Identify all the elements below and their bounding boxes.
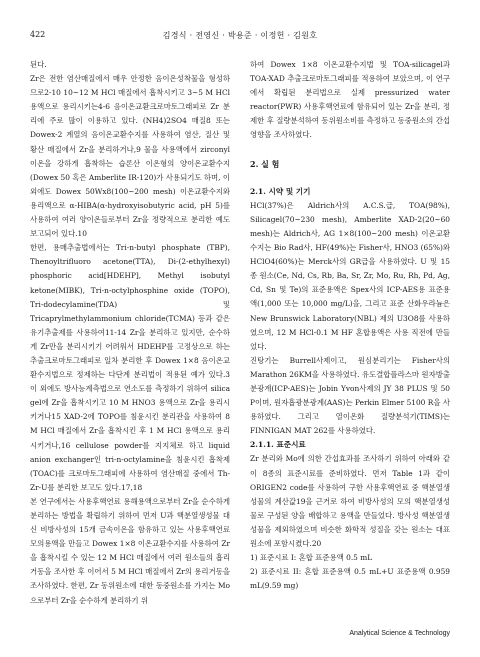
page-number: 422 bbox=[30, 30, 46, 39]
running-header-authors: 김경식 · 전영신 · 박용준 · 이정헌 · 김원호 bbox=[162, 31, 318, 40]
paragraph: Zr 분리와 Mo에 의한 간섭효과를 조사하기 위하여 아래와 같이 8종의 표준시료를 준비하였다. 먼저 Table 1과 같이 ORIGEN2 code를 사용하여 구한 사용후핵연료 중 핵분열생성물의 계산값19을 근거로 하여 비방사성의 모의 핵분열생성물로 구성된 양을 배합하고 용액을 만들었다. 방사성 핵분열생성물을 제외하였으며 비슷한 화학적 성질을 갖는 원소는 대표원소에 포함시켰다.20 bbox=[250, 454, 450, 548]
paragraph: 된다. bbox=[30, 60, 47, 69]
paragraph: 한편, 용매추출법에서는 Tri-n-butyl phosphate (TBP), Thenoyltrifluoro acetone(TTA), Di-(2-ethylhexyl) phosphoric acid[HDEHP], Methyl isobutyl ketone(MIBK), Tri-n-octylphosphine oxide (TOPO), Tri-dodecylamine(TDA) 및 Tricaprylmethylammonium chloride(TCMA) 등과 같은 유기추출제를 사용하여11-14 Zr을 분리하고 있지만, 순수하게 Zr만을 분리시키기 어려워서 HDEHP를 고정상으로 하는 추출크로마토그래피로 일차 분리한 후 Dowex 1×8 음이온교환수지법으로 정제하는 다단계 분리법이 적용된 예가 있다.3 이 외에도 방사능계측법으로 연소도를 측정하기 위하여 silica gel에 Zr을 흡착시키고 10 M HNO3 용액으로 Zr을 용리시키거나15 XAD-2에 TOPO를 침윤시킨 분리관을 사용하여 8 M HCl 매질에서 Zr을 흡착시킨 후 1 M HCl 용액으로 용리시키거나,16 cellulose powder를 지지체로 하고 liquid anion exchanger인 tri-n-octylamine을 침윤시킨 흡착제(TOAC)를 크로마토그래피에 사용하여 염산매질 중에서 Th-Zr-U를 분리한 보고도 있다.17,18 bbox=[30, 243, 230, 492]
paragraph: 본 연구에서는 사용후핵연료 용해용액으로부터 Zr을 순수하게 분리하는 방법을 확립하기 위하여 먼저 U과 핵분열생성물 대신 비방사성의 15개 금속이온을 함유하고 있는 사용후핵연료 모의용액을 만들고 Dowex 1×8 이온교환수지를 사용하여 Zr을 흡착시킬 수 있는 12 M HCl 매질에서 여러 원소들의 흡리거동을 조사한 후 이어서 5 M HCl 매질에서 Zr의 용리거동을 조사하였다. 한편, Zr 동위원소에 대한 동중원소를 가지는 Mo으로부터 Zr을 순수하게 분리하기 위 bbox=[30, 496, 230, 605]
paragraph: Zr은 전한 염산매질에서 매우 안정한 음이온성착물을 형성하므로2-10 10~12 M HCl 매질에서 흡착시키고 3~5 M HCl 용액으로 용리시키는4-6 음이온교환크로마토그래피로 Zr 분리에 주로 많이 이용하고 있다. (NH4)2SO4 매질8 또는 Dowex-2 계열의 음이온교환수지를 사용하여 염산, 질산 및 황산 매질에서 Zr을 분리하거나,9 물을 사용액에서 zirconyl 이온을 강하게 흡착하는 습론산 이온형의 양이온교환수지(Dowex 50 혹은 Amberlite IR-120)가 사용되기도 하며, 이외에도 Dowex 50Wx8(100~200 mesh) 이온교환수지와 용리액으로 α-HIBA(α-hydroxyisobutyric acid, pH 5)를 사용하여 여러 양이온들로부터 Zr을 정량적으로 분리한 예도 보고되어 있다.10 bbox=[30, 74, 230, 239]
subsection-heading: 2.1.1. 표준시료 bbox=[250, 440, 306, 450]
journal-footer: Analytical Science & Technology bbox=[349, 630, 450, 637]
paragraph: 진탕기는 Burrell사제이고, 원심분리기는 Fisher사의 Marathon 26KM을 사용하였다. 유도결합플라스마 원자방출분광계(ICP-AES)는 Jobin Yvon사제의 JY 38 PLUS 및 50 P이며, 원자흡광분광계(AAS)는 Perkin Elmer 5100 R을 사용하였다. 그리고 열이온화 질량분석기(TIMS)는 FINNIGAN MAT 262를 사용하였다. bbox=[250, 355, 450, 436]
paragraph: 하여 Dowex 1×8 이온교환수지법 및 TOA-silicagel과 TOA-XAD 추출크로마토그래피를 적용하여 보았으며, 이 연구에서 확립된 분리법으로 실제 pressurized water reactor(PWR) 사용후핵연료에 함유되어 있는 Zr을 분리, 정제한 후 질량분석하여 동위원소비를 측정하고 동중원소의 간섭영향을 조사하였다. bbox=[250, 60, 450, 140]
section-heading: 2. 실 험 bbox=[250, 158, 280, 169]
right-column bbox=[250, 58, 450, 593]
list-item: 1) 표준시료 I: 혼합 표준용액 0.5 mL bbox=[250, 553, 373, 563]
paragraph: HCl(37%)은 Aldrich사의 A.C.S.급, TOA(98%), Silicagel(70~230 mesh), Amberlite XAD-2(20~60 mesh)는 Aldrich사, AG 1×8(100~200 mesh) 이온교환수지는 Bio Rad사, HF(49%)는 Fisher사, HNO3 (65%)와 HClO4(60%)는 Merck사의 GR급을 사용하였다. U 및 15종 원소(Ce, Nd, Cs, Rb, Ba, Sr, Zr, Mo, Ru, Rh, Pd, Ag, Cd, Sn 및 Te)의 표준용액은 Spex사의 ICP-AES용 표준용액(1,000 또는 10,000 mg/L)을, 그리고 표준 산화우라늄은 New Brunswick Laboratory(NBL) 제의 U3O8를 사용하였으며, 12 M HCl-0.1 M HF 혼합용액은 사용 직전에 만들었다. bbox=[250, 200, 450, 351]
list-item: 2) 표준시료 II: 혼합 표준용액 0.5 mL+U 표준용액 0.959 mL(9.59 mg) bbox=[250, 567, 450, 591]
left-column bbox=[30, 58, 230, 608]
subsection-heading: 2.1. 시약 및 기기 bbox=[250, 186, 311, 196]
